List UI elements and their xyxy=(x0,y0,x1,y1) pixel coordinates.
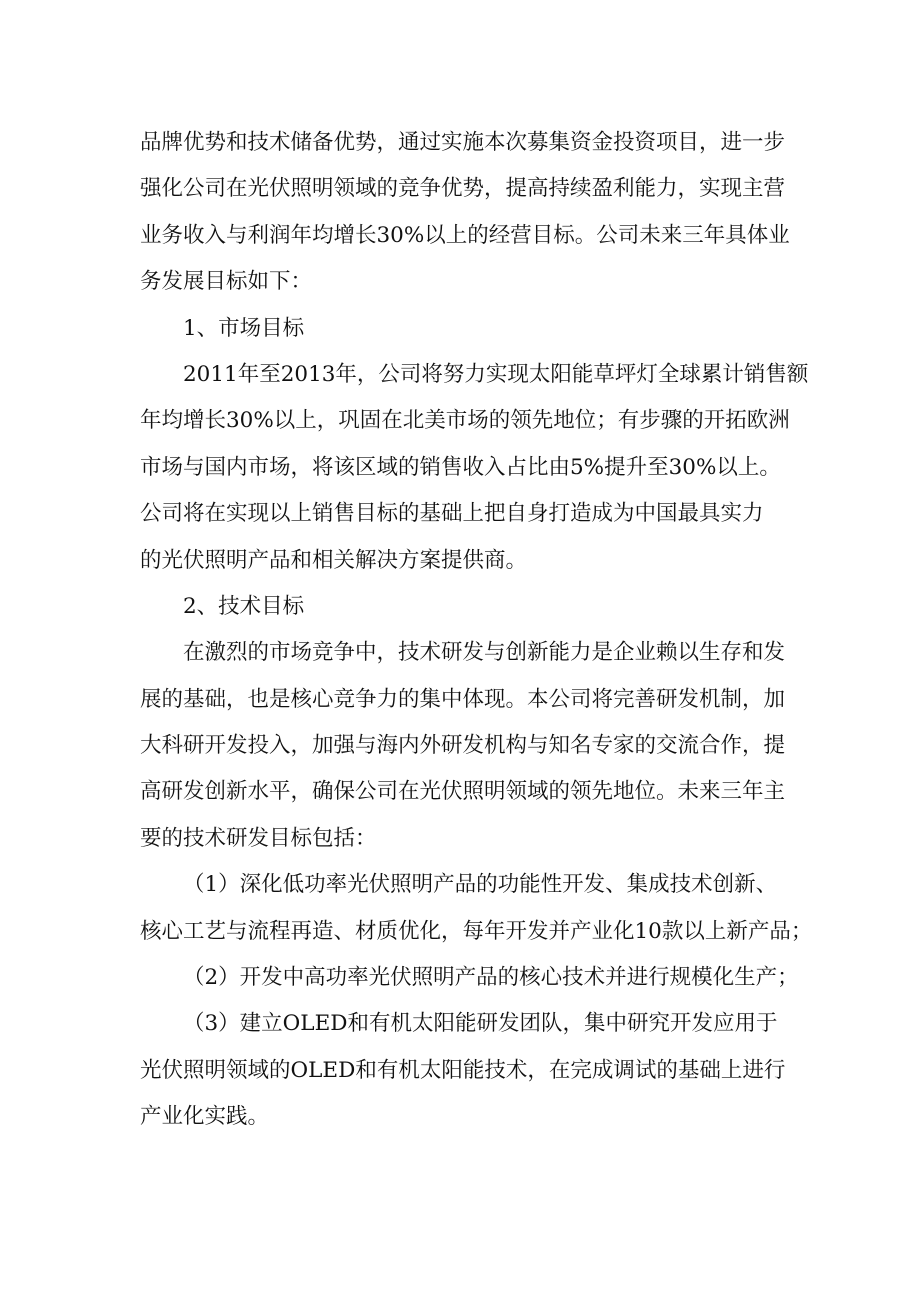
paragraph-line: 市场与国内市场，将该区域的销售收入占比由5%提升至30%以上。 xyxy=(140,454,781,480)
list-item-3: （3）建立OLED和有机太阳能研发团队，集中研究开发应用于 xyxy=(183,1011,778,1037)
paragraph-line: 核心工艺与流程再造、材质优化，每年开发并产业化10款以上新产品； xyxy=(140,918,813,944)
paragraph-line: 公司将在实现以上销售目标的基础上把自身打造成为中国最具实力 xyxy=(140,501,764,527)
paragraph-line: 产业化实践。 xyxy=(140,1104,270,1130)
document-body xyxy=(140,120,813,1141)
paragraph-line: 光伏照明领域的OLED和有机太阳能技术，在完成调试的基础上进行 xyxy=(140,1057,786,1083)
paragraph-line: 年均增长30%以上，巩固在北美市场的领先地位；有步骤的开拓欧洲 xyxy=(140,408,790,434)
paragraph-line: 2011年至2013年，公司将努力实现太阳能草坪灯全球累计销售额 xyxy=(183,361,809,387)
paragraph-line: 务发展目标如下： xyxy=(140,269,313,295)
paragraph-line: 品牌优势和技术储备优势，通过实施本次募集资金投资项目，进一步 xyxy=(140,130,786,155)
paragraph-line: 的光伏照明产品和相关解决方案提供商。 xyxy=(140,547,528,573)
paragraph-line: 高研发创新水平，确保公司在光伏照明领域的领先地位。未来三年主 xyxy=(140,779,786,805)
paragraph-line: 在激烈的市场竞争中，技术研发与创新能力是企业赖以生存和发 xyxy=(183,640,786,666)
paragraph-line: 展的基础，也是核心竞争力的集中体现。本公司将完善研发机制，加 xyxy=(140,686,786,712)
paragraph-line: 大科研开发投入，加强与海内外研发机构与知名专家的交流合作，提 xyxy=(140,733,786,759)
paragraph-line: 要的技术研发目标包括： xyxy=(140,825,377,851)
section-heading-market: 1、市场目标 xyxy=(183,315,305,341)
list-item-1: （1）深化低功率光伏照明产品的功能性开发、集成技术创新、 xyxy=(183,872,778,898)
paragraph-line: 强化公司在光伏照明领域的竞争优势，提高持续盈利能力，实现主营 xyxy=(140,176,786,202)
paragraph-line: 业务收入与利润年均增长30%以上的经营目标。公司未来三年具体业 xyxy=(140,222,790,248)
list-item-2: （2）开发中高功率光伏照明产品的核心技术并进行规模化生产； xyxy=(183,965,799,991)
section-heading-technology: 2、技术目标 xyxy=(183,593,305,619)
